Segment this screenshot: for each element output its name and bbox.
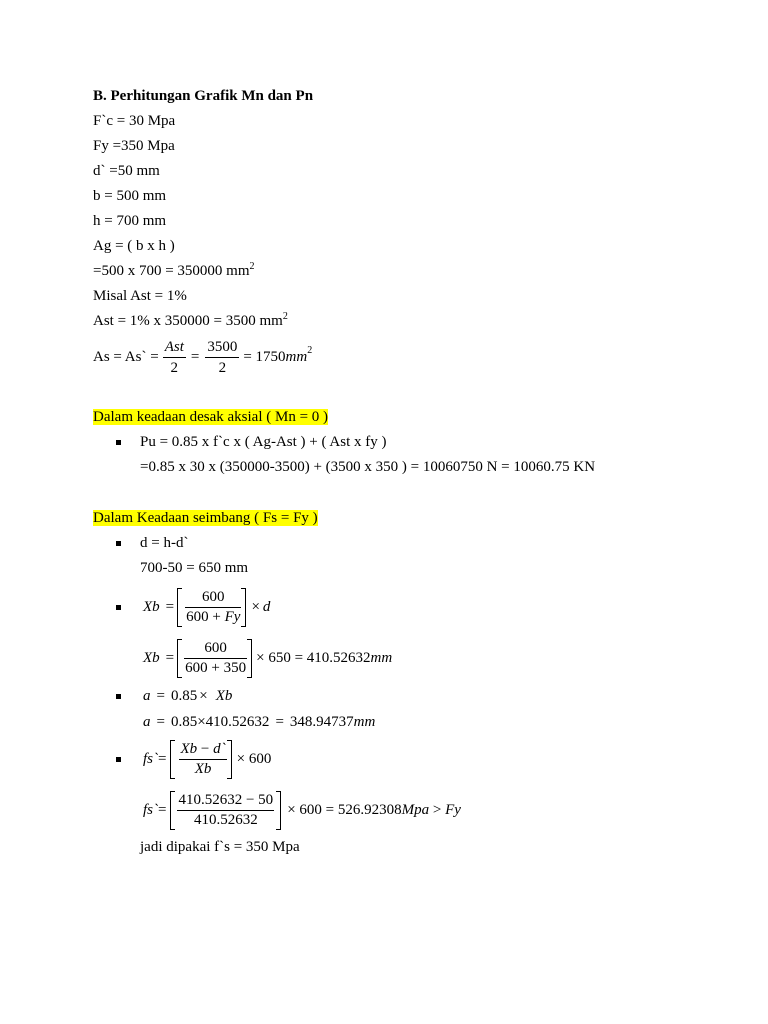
as-equation-lhs: As = As` =: [93, 348, 159, 365]
fs-calculation: [143, 788, 461, 832]
fs-formula-item: [116, 737, 271, 781]
a-formula-item: [116, 684, 232, 709]
bullet-icon: [116, 541, 121, 546]
pu-calculation: =0.85 x 30 x (350000-3500) + (3500 x 350 ) = 10060750 N = 10060.75 KN: [140, 459, 596, 475]
xb-calc-unit: mm: [370, 649, 393, 666]
d-formula-item: [116, 531, 188, 556]
fs-fraction: [179, 740, 226, 779]
xb-calc-result: × 650 = 410.52632: [256, 649, 371, 666]
given-fy: Fy =350 Mpa: [93, 138, 175, 154]
value-over-two-fraction: [205, 337, 239, 378]
right-bracket: [227, 740, 232, 779]
fs-calc-result: × 600 = 526.92308: [287, 801, 402, 818]
section-heading: B. Perhitungan Grafik Mn dan Pn: [93, 88, 314, 104]
as-equation: As = As` = $\frac{\text{Ast}}{2}$ = $\frac{3500}{2}$ = 1750 mm 2: [93, 338, 313, 376]
ast-calculation-text: Ast = 1% x 350000 = 3500 mm: [93, 313, 283, 329]
fs-formula: [140, 740, 271, 779]
fs-symbol: fs`: [143, 750, 158, 767]
greater-than-sign: >: [432, 801, 442, 818]
fraction-denominator: [185, 608, 241, 627]
ast-calculation-exponent: 2: [282, 311, 288, 322]
balanced-section-title: [93, 506, 318, 531]
fy-symbol: Fy: [445, 801, 461, 818]
given-b: b = 500 mm: [93, 188, 167, 204]
given-fc: F`c = 30 Mpa: [93, 113, 176, 129]
bullet-icon: [116, 694, 121, 699]
left-bracket: [177, 639, 182, 678]
d-symbol: d: [262, 598, 271, 615]
balanced-section-title-text: Dalam Keadaan seimbang ( Fs = Fy ): [93, 510, 318, 526]
equals-sign: =: [165, 649, 175, 666]
fraction-numerator: Ast: [164, 338, 184, 355]
fraction-numerator: [179, 740, 226, 759]
fraction-denominator: 600 + 350: [185, 659, 247, 676]
bullet-icon: [116, 440, 121, 445]
fraction-numerator: 600: [204, 639, 227, 656]
coefficient: 0.85: [170, 688, 198, 704]
as-equation-unit: mm: [285, 348, 308, 365]
right-bracket: [276, 791, 281, 830]
equals-sign: =: [158, 801, 167, 818]
given-h: h = 700 mm: [93, 213, 167, 229]
ag-calculation-exponent: 2: [249, 261, 255, 272]
ast-over-two-fraction: [163, 337, 186, 378]
xb-formula-item: [116, 585, 270, 629]
xb-calculation: [143, 636, 392, 680]
fraction-denominator: 410.52632: [193, 811, 258, 828]
fs-formula-multiplier: × 600: [236, 750, 272, 767]
left-bracket: [177, 588, 182, 627]
equals-sign: =: [158, 750, 167, 767]
equals-sign: =: [165, 598, 175, 615]
a-formula: [140, 684, 232, 709]
conclusion-text: jadi dipakai f`s = 350 Mpa: [140, 839, 300, 855]
plus-sign: +: [212, 608, 221, 625]
axial-section-title-text: Dalam keadaan desak aksial ( Mn = 0 ): [93, 409, 329, 425]
fy-symbol: Fy: [224, 608, 241, 625]
fraction-numerator: 3500: [207, 338, 238, 355]
a-calculation: [143, 710, 375, 735]
a-calc-result: 348.94737: [289, 714, 354, 730]
fs-calc-fraction: [177, 791, 274, 830]
xb-calc-fraction: [184, 639, 247, 678]
xb-symbol: Xb: [143, 649, 160, 666]
ast-calculation: [93, 309, 288, 334]
denominator-value: 600: [186, 608, 209, 625]
fraction-denominator: 2: [170, 359, 179, 376]
a-calc-product: 0.85×410.52632: [170, 714, 270, 730]
equals-sign: =: [156, 688, 165, 704]
a-calc-unit: mm: [353, 714, 376, 730]
a-symbol: a: [143, 688, 151, 704]
pu-formula: Pu = 0.85 x f`c x ( Ag-Ast ) + ( Ast x fy ): [140, 434, 387, 450]
a-symbol: a: [143, 714, 151, 730]
xb-symbol: Xb: [143, 598, 160, 615]
fraction-numerator: 410.52632 − 50: [178, 791, 274, 808]
xb-fraction: [185, 588, 241, 627]
fraction-numerator: 600: [202, 588, 225, 605]
right-bracket: [247, 639, 252, 678]
fs-symbol: fs`: [143, 801, 158, 818]
equals-sign: =: [190, 348, 200, 365]
ag-formula: Ag = ( b x h ): [93, 238, 175, 254]
given-d-prime: d` =50 mm: [93, 163, 160, 179]
xb-symbol: Xb: [215, 688, 233, 704]
bullet-icon: [116, 605, 121, 610]
as-equation-result: = 1750: [243, 348, 286, 365]
xb-formula: [140, 588, 270, 627]
equals-sign: =: [275, 714, 284, 730]
times-sign: ×: [199, 688, 208, 704]
left-bracket: [170, 791, 175, 830]
left-bracket: [170, 740, 175, 779]
fs-calc-unit: Mpa: [401, 801, 430, 818]
ag-calculation-text: =500 x 700 = 350000 mm: [93, 263, 250, 279]
d-formula: d = h-d`: [140, 535, 189, 551]
ast-assumption: Misal Ast = 1%: [93, 288, 187, 304]
d-calculation: 700-50 = 650 mm: [140, 560, 249, 576]
xb-symbol: Xb: [180, 740, 198, 757]
axial-section-title: [93, 405, 328, 430]
pu-formula-item: [116, 430, 386, 455]
bullet-icon: [116, 757, 121, 762]
d-prime-symbol: d`: [213, 740, 226, 757]
times-sign: ×: [251, 598, 260, 615]
equals-sign: =: [156, 714, 165, 730]
ag-calculation: [93, 259, 255, 284]
right-bracket: [241, 588, 246, 627]
fraction-denominator: 2: [218, 359, 227, 376]
fraction-denominator: Xb: [194, 760, 212, 777]
minus-sign: −: [200, 740, 210, 757]
